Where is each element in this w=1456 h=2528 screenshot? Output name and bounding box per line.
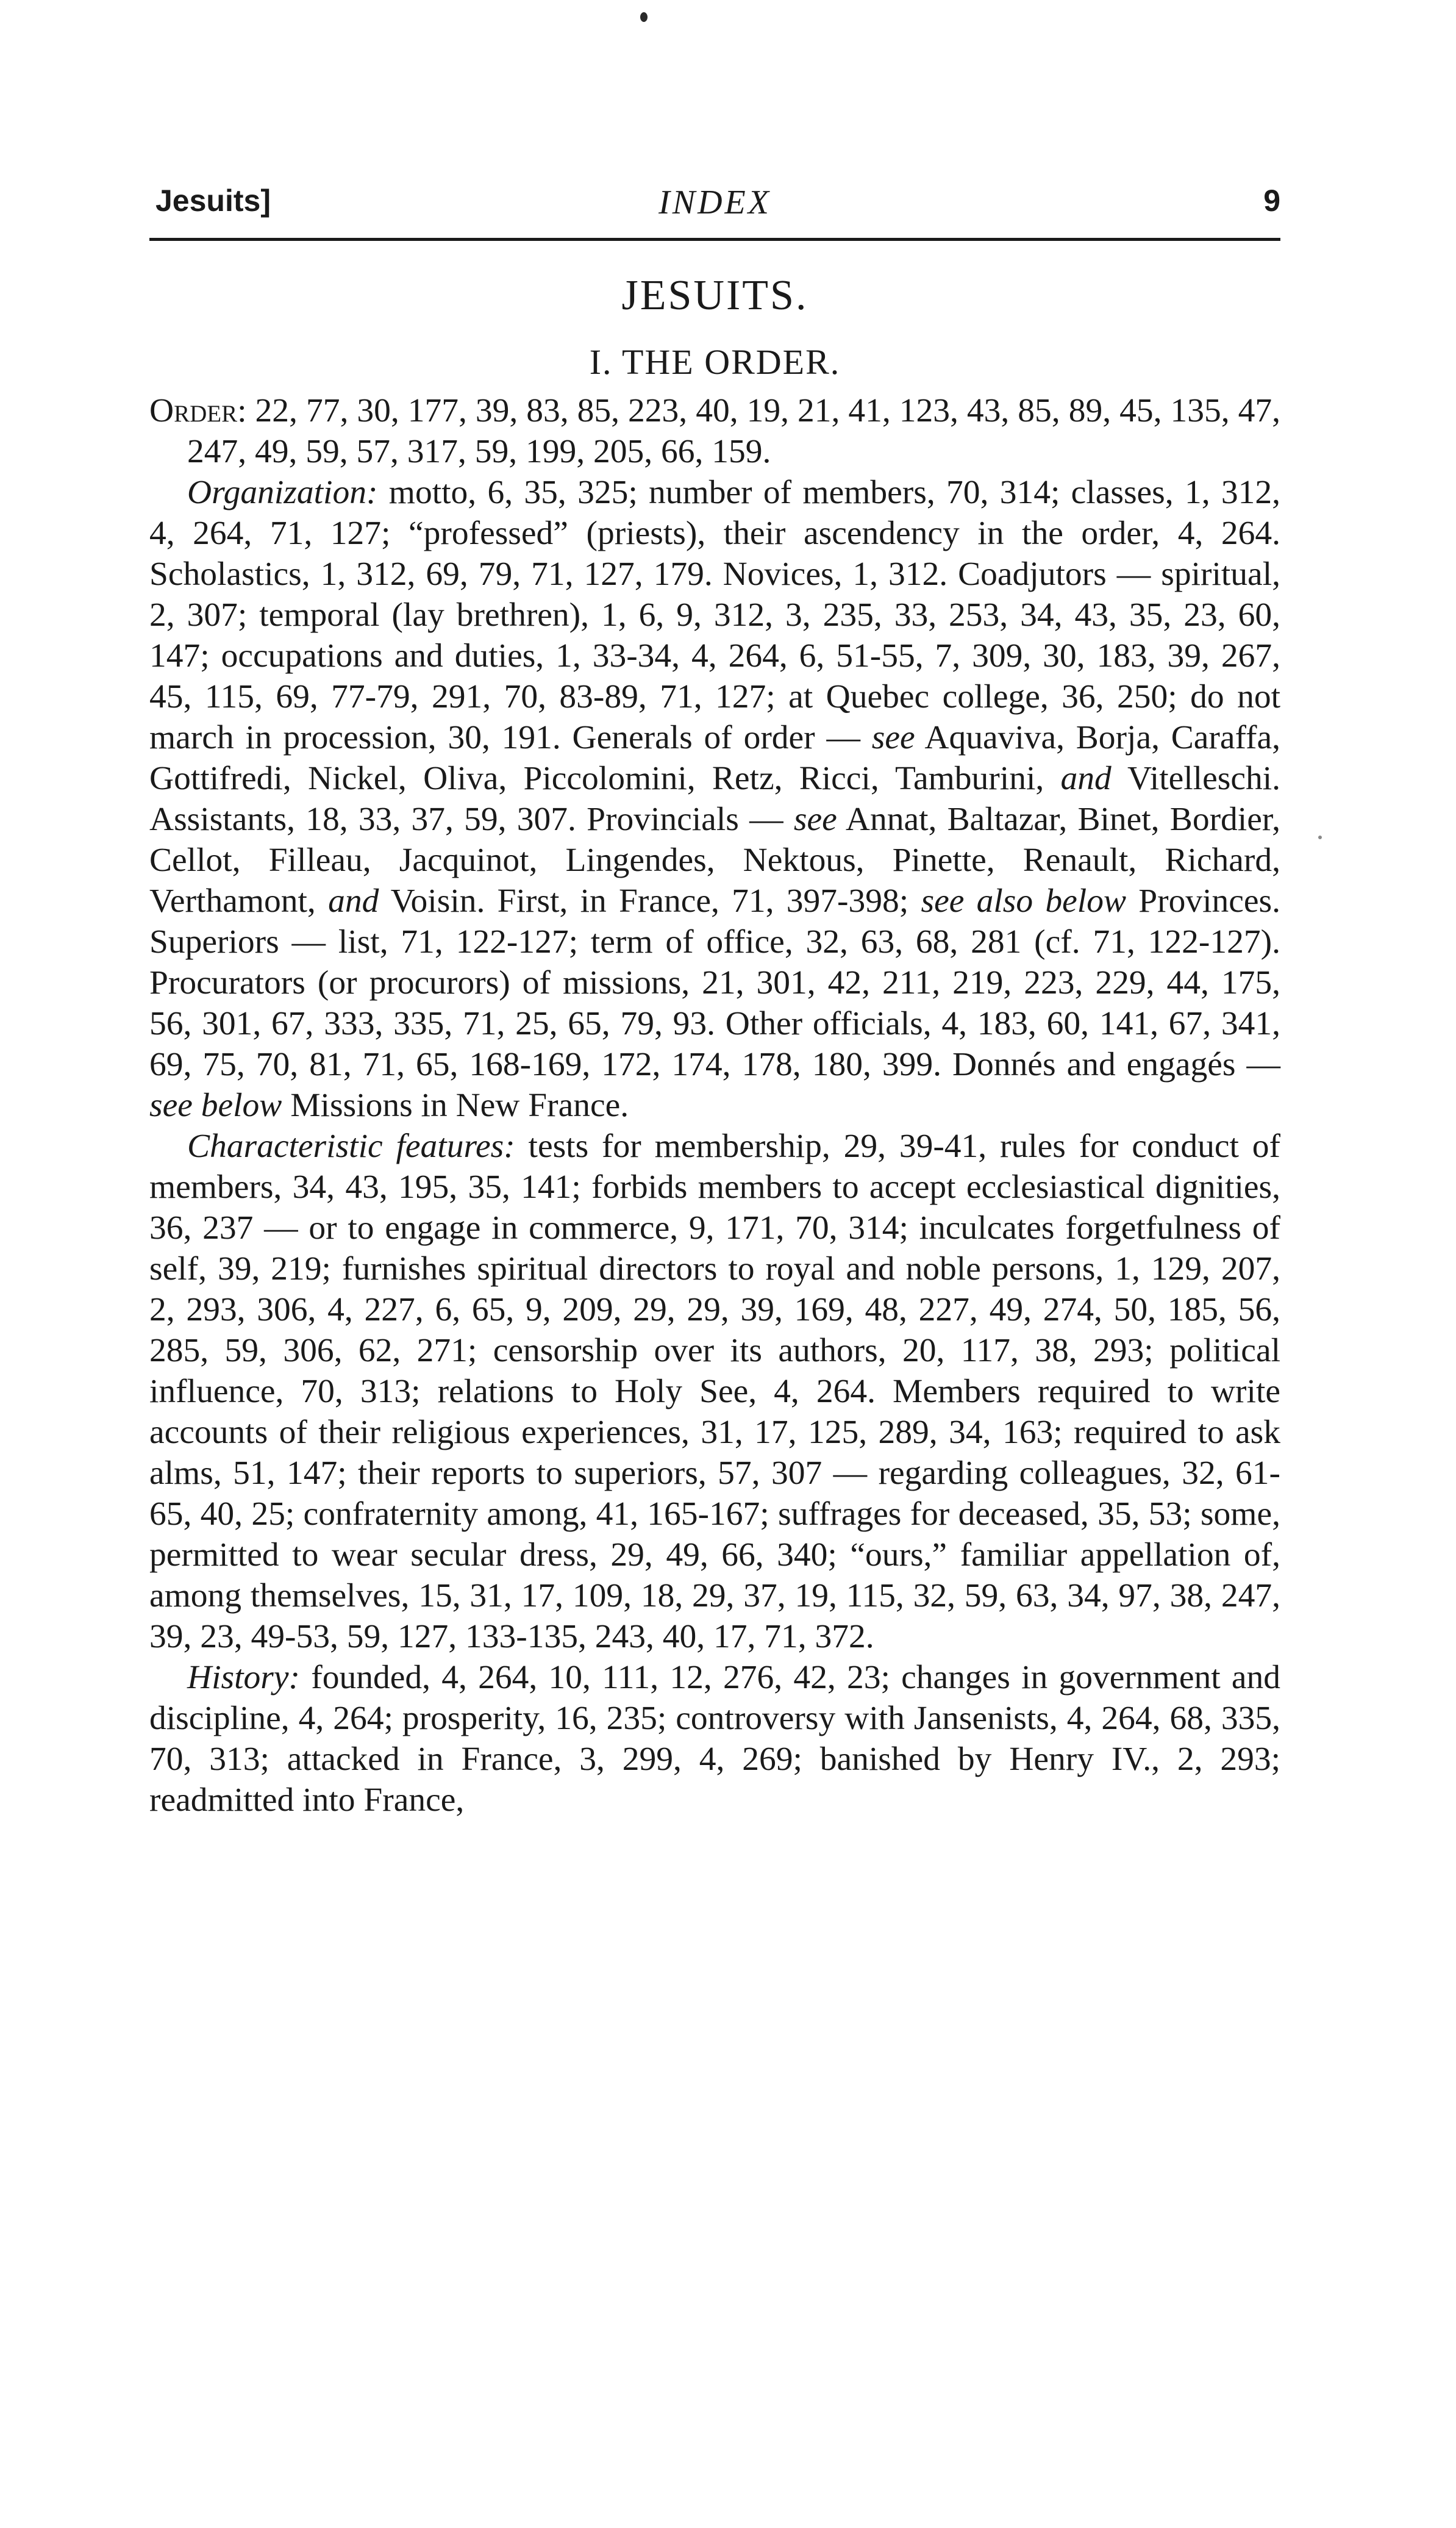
assistants-text: Vitelleschi. Assistants, 18, 33, 37, 59, 307. Provincials — (149, 760, 1281, 838)
order-references: 22, 77, 30, 177, 39, 83, 85, 223, 40, 19, 21, 41, 123, 43, 85, 89, 45, 135, 47, 247, 49, 59, 57, 317, 59, 199, 205, 66, 159. (187, 392, 1281, 470)
see-reference: see (871, 719, 915, 756)
see-also-reference: see also below (921, 883, 1126, 920)
and-connector: and (328, 883, 379, 920)
see-below-reference: see below (149, 1087, 282, 1124)
history-label: History: (187, 1659, 300, 1696)
running-head-title: INDEX (658, 184, 771, 221)
provincials-list: Annat, Baltazar, Binet, Bordier, Cellot, Filleau, Jacquinot, Lingendes, Nektous, Pinette, Renault, Richard, Verthamont, (149, 801, 1280, 920)
header-rule (149, 238, 1280, 241)
organization-label: Organization: (187, 474, 378, 511)
see-reference: see (793, 801, 837, 838)
order-label: Order: (149, 392, 247, 429)
ink-speck (1318, 836, 1322, 839)
section-heading: I. THE ORDER. (589, 342, 841, 382)
running-head (149, 183, 1280, 232)
running-head-section: Jesuits] (155, 184, 271, 218)
generals-list: Aquaviva, Borja, Caraffa, Gottifredi, Nickel, Oliva, Piccolomini, Retz, Ricci, Tamburini, (149, 719, 1280, 797)
characteristic-text: tests for membership, 29, 39-41, rules for conduct of members, 34, 43, 195, 35, 141; forbids members to accept ecclesiastical dignities, 36, 237 — or to engage in commerce, 9, 171, 70, 314; inculcates forgetfulness of self, 39, 219; furnishes spiritual directors to royal and noble persons, 1, 129, 207, 2, 293, 306, 4, 227, 6, 65, 9, 209, 29, 29, 39, 169, 48, 227, 49, 274, 50, 185, 56, 285, 59, 306, 62, 271; censorship over its authors, 20, 117, 38, 293; political influence, 70, 313; relations to Holy See, 4, 264. Members required to write accounts of their religious experiences, 31, 17, 125, 289, 34, 163; required to ask alms, 51, 147; their reports to superiors, 57, 307 — regarding colleagues, 32, 61-65, 40, 25; confraternity among, 41, 165-167; suffrages for deceased, 35, 53; some, permitted to wear secular dress, 29, 49, 66, 340; “ours,” familiar appellation of, among themselves, 15, 31, 17, 109, 18, 29, 37, 19, 115, 32, 59, 63, 34, 97, 38, 247, 39, 23, 49-53, 59, 127, 133-135, 243, 40, 17, 71, 372. (149, 1128, 1280, 1655)
order-entry (149, 390, 1280, 472)
index-heading: JESUITS. (621, 272, 808, 319)
characteristic-label: Characteristic features: (187, 1128, 515, 1165)
first-in-france-text: Voisin. First, in France, 71, 397-398; (390, 883, 909, 920)
page-number: 9 (1263, 184, 1280, 218)
missions-text: Missions in New France. (290, 1087, 629, 1124)
and-connector: and (1060, 760, 1112, 797)
superiors-text: Provinces. Superiors — list, 71, 122-127; term of office, 32, 63, 68, 281 (cf. 71, 122-127). Procurators (or procurors) of missions, 21, 301, 42, 211, 219, 223, 229, 44, 175, 56, 301, 67, 333, 335, 71, 25, 65, 79, 93. Other officials, 4, 183, 60, 141, 67, 341, 69, 75, 70, 81, 71, 65, 168-169, 172, 174, 178, 180, 399. Donnés and engagés — (149, 883, 1281, 1083)
index-entries (149, 390, 1280, 1821)
characteristic-entry (149, 1126, 1280, 1657)
history-text: founded, 4, 264, 10, 111, 12, 276, 42, 23; changes in government and discipline, 4, 264; prosperity, 16, 235; controversy with Jansenists, 4, 264, 68, 335, 70, 313; attacked in France, 3, 299, 4, 269; banished by Henry IV., 2, 293; readmitted into France, (149, 1659, 1280, 1819)
history-entry (149, 1657, 1280, 1821)
organization-entry (149, 472, 1280, 1126)
ink-speck (640, 12, 648, 22)
organization-text: motto, 6, 35, 325; number of members, 70, 314; classes, 1, 312, 4, 264, 71, 127; “professed” (priests), their ascendency in the order, 4, 264. Scholastics, 1, 312, 69, 79, 71, 127, 179. Novices, 1, 312. Coadjutors — spiritual, 2, 307; temporal (lay brethren), 1, 6, 9, 312, 3, 235, 33, 253, 34, 43, 35, 23, 60, 147; occupations and duties, 1, 33-34, 4, 264, 6, 51-55, 7, 309, 30, 183, 39, 267, 45, 115, 69, 77-79, 291, 70, 83-89, 71, 127; at Quebec college, 36, 250; do not march in procession, 30, 191. Generals of order — (149, 474, 1281, 756)
